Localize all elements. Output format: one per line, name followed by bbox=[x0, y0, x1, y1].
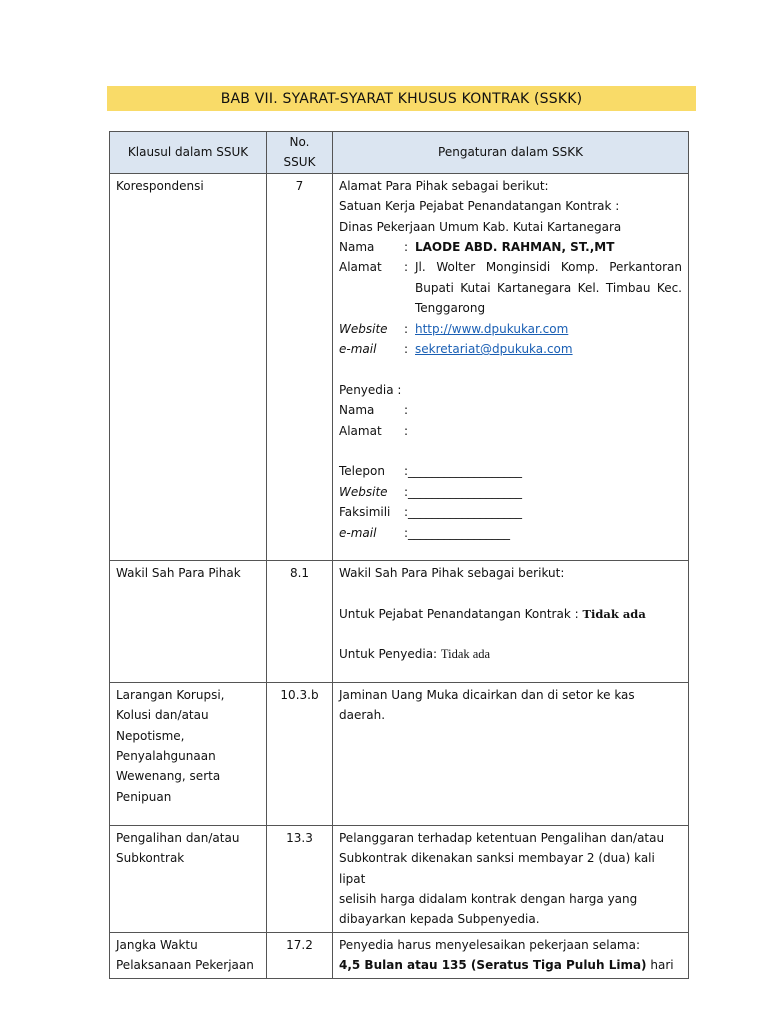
pengalihan-line: Subkontrak dikenakan sanksi membayar 2 (dua) kali lipat bbox=[339, 851, 655, 886]
header-klausul: Klausul dalam SSUK bbox=[110, 132, 267, 174]
faksimili-row bbox=[339, 502, 682, 522]
email-link[interactable]: sekretariat@dpukuka.com bbox=[415, 342, 573, 357]
cell-no: 17.2 bbox=[267, 932, 333, 978]
sskk-table bbox=[109, 131, 689, 979]
table-row-pengalihan bbox=[110, 825, 689, 932]
wakil-ppk-value: Tidak ada bbox=[582, 606, 646, 621]
ppk-nama-row bbox=[339, 237, 682, 257]
website-link[interactable]: http://www.dpukukar.com bbox=[415, 321, 569, 336]
cell-pengaturan bbox=[333, 682, 689, 825]
klausul-line: Penipuan bbox=[116, 789, 172, 804]
ppk-email-label: e-mail bbox=[339, 342, 377, 357]
spacer bbox=[339, 441, 682, 461]
cell-klausul bbox=[110, 682, 267, 825]
colon: : bbox=[404, 260, 409, 275]
chapter-title: BAB VII. SYARAT-SYARAT KHUSUS KONTRAK (SSKK) bbox=[220, 90, 583, 107]
cell-klausul: Wakil Sah Para Pihak bbox=[110, 560, 267, 682]
table-row-wakil-sah bbox=[110, 560, 689, 682]
penyedia-website-value: :___________________ bbox=[404, 484, 523, 499]
penyedia-email-row bbox=[339, 523, 682, 543]
penyedia-nama-row bbox=[339, 400, 682, 420]
cell-pengaturan bbox=[333, 932, 689, 978]
faksimili-label: Faksimili bbox=[339, 505, 391, 520]
colon: : bbox=[404, 321, 409, 336]
colon: : bbox=[404, 423, 409, 438]
chapter-title-bar bbox=[107, 86, 696, 111]
colon: : bbox=[404, 403, 409, 418]
dinas-line: Dinas Pekerjaan Umum Kab. Kutai Kartanegara bbox=[339, 219, 622, 234]
klausul-line: Kolusi dan/atau bbox=[116, 708, 209, 723]
table-header-row bbox=[110, 132, 689, 174]
klausul-line: Wewenang, serta bbox=[116, 769, 221, 784]
wakil-ppk-row bbox=[339, 604, 682, 624]
ppk-email-row bbox=[339, 339, 682, 359]
cell-pengaturan bbox=[333, 560, 689, 682]
korespondensi-intro: Alamat Para Pihak sebagai berikut: bbox=[339, 178, 549, 193]
telepon-value: :___________________ bbox=[404, 464, 523, 479]
cell-klausul bbox=[110, 825, 267, 932]
ppk-alamat-value: Jl. Wolter Monginsidi Komp. Perkantoran Bupati Kutai Kartanegara Kel. Timbau Kec. Tenggarong bbox=[415, 260, 682, 316]
cell-pengaturan bbox=[333, 173, 689, 560]
pengalihan-line: Pelanggaran terhadap ketentuan Pengalihan dan/atau bbox=[339, 830, 665, 845]
klausul-line: Penyalahgunaan bbox=[116, 749, 216, 764]
spacer bbox=[339, 624, 682, 644]
cell-no: 7 bbox=[267, 173, 333, 560]
table-row-korespondensi bbox=[110, 173, 689, 560]
table-row-larangan-korupsi bbox=[110, 682, 689, 825]
cell-klausul: Korespondensi bbox=[110, 173, 267, 560]
ppk-website-label: Website bbox=[339, 321, 388, 336]
spacer bbox=[339, 583, 682, 603]
pengalihan-line: selisih harga didalam kontrak dengan harga yang bbox=[339, 892, 638, 907]
klausul-line: Subkontrak bbox=[116, 851, 185, 866]
wakil-ppk-label: Untuk Pejabat Penandatangan Kontrak : bbox=[339, 606, 583, 621]
header-no-ssuk bbox=[267, 132, 333, 174]
cell-pengaturan bbox=[333, 825, 689, 932]
ppk-alamat-label: Alamat bbox=[339, 260, 382, 275]
penyedia-label: Penyedia : bbox=[339, 382, 402, 397]
cell-no: 13.3 bbox=[267, 825, 333, 932]
cell-klausul bbox=[110, 932, 267, 978]
cell-no: 10.3.b bbox=[267, 682, 333, 825]
faksimili-value: :___________________ bbox=[404, 505, 523, 520]
penyedia-website-label: Website bbox=[339, 484, 388, 499]
satker-line: Satuan Kerja Pejabat Penandatangan Kontrak : bbox=[339, 199, 620, 214]
cell-no: 8.1 bbox=[267, 560, 333, 682]
ppk-nama-value: LAODE ABD. RAHMAN, ST.,MT bbox=[415, 240, 615, 255]
klausul-line: Pelaksanaan Pekerjaan bbox=[116, 958, 254, 973]
telepon-row bbox=[339, 461, 682, 481]
larangan-text: Jaminan Uang Muka dicairkan dan di setor ke kas daerah. bbox=[339, 687, 635, 723]
wakil-penyedia-value: Tidak ada bbox=[440, 647, 491, 662]
colon: : bbox=[404, 240, 409, 255]
telepon-label: Telepon bbox=[339, 464, 385, 479]
header-no-line2: SSUK bbox=[283, 155, 316, 170]
jangka-line: Penyedia harus menyelesaikan pekerjaan selama: bbox=[339, 937, 641, 952]
ppk-alamat-row bbox=[339, 257, 682, 318]
ppk-website-row bbox=[339, 319, 682, 339]
penyedia-website-row bbox=[339, 482, 682, 502]
penyedia-nama-value bbox=[415, 400, 682, 420]
wakil-penyedia-label: Untuk Penyedia: bbox=[339, 647, 441, 662]
klausul-line: Pengalihan dan/atau bbox=[116, 830, 240, 845]
wakil-penyedia-row bbox=[339, 644, 682, 664]
jangka-duration-unit: hari bbox=[646, 958, 674, 973]
klausul-line: Larangan Korupsi, bbox=[116, 687, 225, 702]
table-row-jangka-waktu bbox=[110, 932, 689, 978]
klausul-line: Nepotisme, bbox=[116, 728, 185, 743]
header-no-line1: No. bbox=[289, 135, 310, 149]
penyedia-email-value: :_________________ bbox=[404, 525, 511, 540]
wakil-intro: Wakil Sah Para Pihak sebagai berikut: bbox=[339, 565, 565, 580]
penyedia-alamat-label: Alamat bbox=[339, 423, 382, 438]
header-pengaturan: Pengaturan dalam SSKK bbox=[333, 132, 689, 174]
pengalihan-line: dibayarkan kepada Subpenyedia. bbox=[339, 912, 540, 927]
penyedia-email-label: e-mail bbox=[339, 525, 377, 540]
spacer bbox=[339, 359, 682, 379]
colon: : bbox=[404, 342, 409, 357]
penyedia-alamat-value bbox=[415, 421, 682, 441]
jangka-duration-line bbox=[339, 955, 682, 975]
ppk-nama-label: Nama bbox=[339, 240, 375, 255]
klausul-line: Jangka Waktu bbox=[116, 937, 198, 952]
penyedia-nama-label: Nama bbox=[339, 403, 375, 418]
penyedia-alamat-row bbox=[339, 421, 682, 441]
jangka-duration: 4,5 Bulan atau 135 (Seratus Tiga Puluh Lima) bbox=[339, 958, 647, 973]
